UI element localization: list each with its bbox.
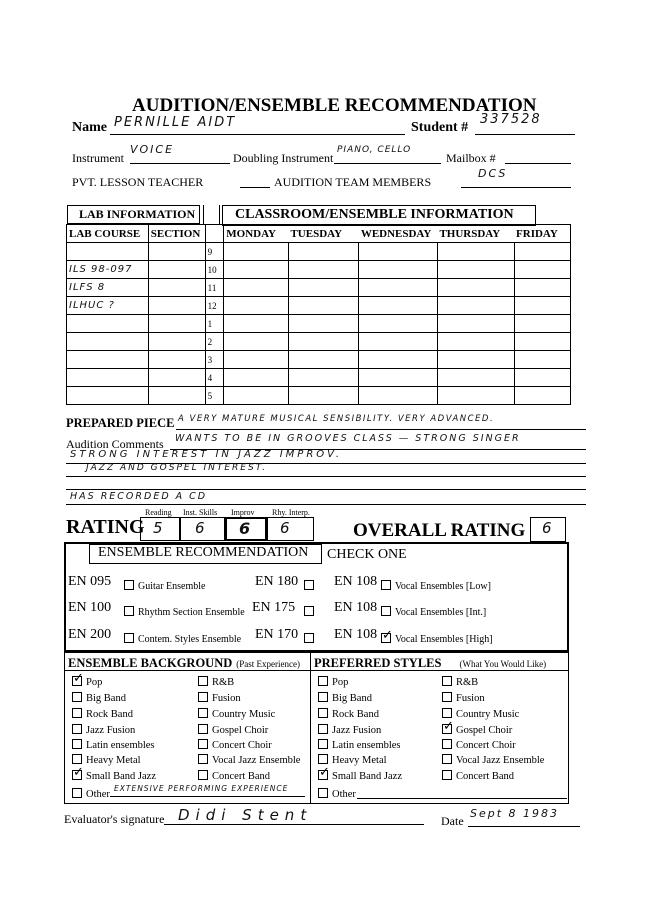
day-cell[interactable] xyxy=(288,279,358,297)
day-cell[interactable] xyxy=(437,279,514,297)
style-option[interactable]: Other xyxy=(72,788,110,800)
ensemble-option[interactable]: Contem. Styles Ensemble xyxy=(124,629,241,647)
rating-improv-box[interactable]: 6 xyxy=(225,517,267,541)
section-cell[interactable] xyxy=(148,315,205,333)
day-cell[interactable] xyxy=(224,243,289,261)
day-cell[interactable] xyxy=(359,351,438,369)
style-option[interactable]: ✓Pop xyxy=(72,676,102,688)
checkbox[interactable] xyxy=(72,754,82,764)
comment-line-1[interactable]: WANTS TO BE IN GROOVES CLASS — STRONG SINGER xyxy=(175,433,521,444)
background-other-value[interactable]: EXTENSIVE PERFORMING EXPERIENCE xyxy=(114,784,289,793)
schedule-row xyxy=(67,261,571,279)
lab-course-cell[interactable] xyxy=(67,315,149,333)
checkbox[interactable] xyxy=(72,692,82,702)
hour-cell: 2 xyxy=(205,333,224,351)
checkbox[interactable] xyxy=(198,692,208,702)
col-lab-course: LAB COURSE xyxy=(67,225,149,243)
day-cell[interactable] xyxy=(224,351,289,369)
section-cell[interactable] xyxy=(148,279,205,297)
day-cell[interactable] xyxy=(437,387,514,405)
day-cell[interactable] xyxy=(224,333,289,351)
audition-team-label: AUDITION TEAM MEMBERS xyxy=(274,175,432,189)
checkbox[interactable] xyxy=(318,770,328,780)
comment-line-2[interactable]: STRONG INTEREST IN JAZZ IMPROV. xyxy=(70,449,343,460)
hour-cell: 1 xyxy=(205,315,224,333)
checkbox[interactable] xyxy=(304,606,314,616)
rating-inst-box[interactable]: 6 xyxy=(180,517,225,541)
ensemble-option[interactable]: Guitar Ensemble xyxy=(124,576,205,594)
style-option[interactable]: Concert Choir xyxy=(442,739,516,751)
name-value[interactable]: PERNILLE AIDT xyxy=(114,115,237,130)
col-monday: MONDAY xyxy=(224,225,289,243)
col-tuesday: TUESDAY xyxy=(288,225,358,243)
ensemble-code: EN 200 xyxy=(68,627,112,642)
instrument-label: Instrument xyxy=(72,151,124,165)
day-cell[interactable] xyxy=(359,387,438,405)
day-cell[interactable] xyxy=(514,369,570,387)
checkbox[interactable] xyxy=(381,580,391,590)
day-cell[interactable] xyxy=(359,369,438,387)
day-cell[interactable] xyxy=(224,261,289,279)
day-cell[interactable] xyxy=(437,261,514,279)
lab-info-header: LAB INFORMATION xyxy=(67,205,200,224)
hour-cell: 3 xyxy=(205,351,224,369)
style-option[interactable]: R&B xyxy=(442,676,478,688)
col-wednesday: WEDNESDAY xyxy=(359,225,438,243)
col-thursday: THURSDAY xyxy=(437,225,514,243)
audition-team-value[interactable]: DCS xyxy=(478,167,508,180)
day-cell[interactable] xyxy=(514,387,570,405)
schedule-row xyxy=(67,333,571,351)
section-cell[interactable] xyxy=(148,261,205,279)
style-option[interactable]: Concert Band xyxy=(198,770,270,782)
ensemble-option[interactable]: Vocal Ensembles [Low] xyxy=(381,576,491,594)
name-label: Name xyxy=(72,120,107,135)
checkbox[interactable] xyxy=(318,724,328,734)
checkbox[interactable] xyxy=(72,770,82,780)
checkbox[interactable] xyxy=(72,708,82,718)
preferred-styles-header: PREFERRED STYLES (What You Would Like) xyxy=(314,656,547,670)
style-option[interactable]: Latin ensembles xyxy=(318,739,401,751)
classroom-info-header: CLASSROOM/ENSEMBLE INFORMATION xyxy=(222,205,536,226)
day-cell[interactable] xyxy=(514,351,570,369)
prepared-piece-label: PREPARED PIECE xyxy=(66,416,175,430)
checkbox[interactable] xyxy=(72,724,82,734)
checkbox[interactable] xyxy=(442,676,452,686)
checkbox[interactable] xyxy=(442,724,452,734)
day-cell[interactable] xyxy=(437,243,514,261)
form-title: AUDITION/ENSEMBLE RECOMMENDATION xyxy=(132,95,537,116)
style-option[interactable]: ✓Small Band Jazz xyxy=(318,770,402,782)
checkbox[interactable] xyxy=(318,754,328,764)
day-cell[interactable] xyxy=(288,315,358,333)
audition-comments-label: Audition Comments xyxy=(66,437,164,451)
checkbox[interactable] xyxy=(318,739,328,749)
checkbox[interactable] xyxy=(442,739,452,749)
checkbox[interactable] xyxy=(198,708,208,718)
day-cell[interactable] xyxy=(224,297,289,315)
style-option[interactable]: Heavy Metal xyxy=(72,754,141,766)
mailbox-label: Mailbox # xyxy=(446,151,496,165)
style-option[interactable]: Jazz Fusion xyxy=(318,724,381,736)
checkbox[interactable] xyxy=(198,770,208,780)
day-cell[interactable] xyxy=(514,315,570,333)
section-cell[interactable] xyxy=(148,297,205,315)
day-cell[interactable] xyxy=(359,261,438,279)
style-option[interactable]: Vocal Jazz Ensemble xyxy=(442,754,544,766)
day-cell[interactable] xyxy=(437,369,514,387)
doubling-instrument-label: Doubling Instrument xyxy=(233,151,334,165)
checkbox[interactable] xyxy=(304,580,314,590)
day-cell[interactable] xyxy=(224,369,289,387)
lab-course-cell[interactable]: ILHUC ? xyxy=(67,297,149,315)
checkbox[interactable] xyxy=(318,708,328,718)
ensemble-code-3: EN 108 xyxy=(334,627,378,642)
evaluator-signature-label: Evaluator's signature xyxy=(64,812,165,826)
day-cell[interactable] xyxy=(437,333,514,351)
col-section: SECTION xyxy=(148,225,205,243)
day-cell[interactable] xyxy=(514,279,570,297)
day-cell[interactable] xyxy=(437,351,514,369)
checkbox[interactable] xyxy=(442,708,452,718)
schedule-row xyxy=(67,279,571,297)
checkbox[interactable] xyxy=(381,606,391,616)
overall-rating-label: OVERALL RATING xyxy=(353,520,526,541)
style-option[interactable]: Country Music xyxy=(198,708,275,720)
lab-course-cell[interactable]: ILS 98-097 xyxy=(67,261,149,279)
col-friday: FRIDAY xyxy=(514,225,570,243)
lab-course-cell[interactable] xyxy=(67,369,149,387)
comment-line-4[interactable]: HAS RECORDED A CD xyxy=(70,491,208,502)
day-cell[interactable] xyxy=(437,297,514,315)
rating-sub-rhy: Rhy. Interp. xyxy=(272,508,310,517)
lab-course-cell[interactable] xyxy=(67,351,149,369)
hour-cell: 9 xyxy=(205,243,224,261)
ensemble-option[interactable]: Vocal Ensembles [Int.] xyxy=(381,602,486,620)
style-option[interactable]: Concert Band xyxy=(442,770,514,782)
schedule-row xyxy=(67,297,571,315)
day-cell[interactable] xyxy=(224,315,289,333)
style-option[interactable]: Big Band xyxy=(72,692,126,704)
day-cell[interactable] xyxy=(288,387,358,405)
schedule-row xyxy=(67,369,571,387)
schedule-table xyxy=(66,224,571,405)
rating-sub-inst: Inst. Skills xyxy=(183,508,218,517)
ensemble-option[interactable]: ✓ Vocal Ensembles [High] xyxy=(381,629,493,647)
section-cell[interactable] xyxy=(148,387,205,405)
checkbox[interactable] xyxy=(198,754,208,764)
style-option[interactable]: ✓Gospel Choir xyxy=(442,724,512,736)
day-cell[interactable] xyxy=(288,261,358,279)
hour-cell: 5 xyxy=(205,387,224,405)
checkbox[interactable] xyxy=(318,676,328,686)
day-cell[interactable] xyxy=(359,279,438,297)
lab-course-cell[interactable]: ILFS 8 xyxy=(67,279,149,297)
ensemble-code: EN 095 xyxy=(68,574,112,589)
ensemble-code: EN 100 xyxy=(68,600,112,615)
checkbox[interactable] xyxy=(442,770,452,780)
style-option[interactable]: R&B xyxy=(198,676,234,688)
day-cell[interactable] xyxy=(514,261,570,279)
pvt-lesson-label: PVT. LESSON TEACHER xyxy=(72,175,204,189)
schedule-row xyxy=(67,315,571,333)
checkbox[interactable] xyxy=(198,724,208,734)
lab-course-cell[interactable] xyxy=(67,387,149,405)
style-option[interactable]: Country Music xyxy=(442,708,519,720)
section-cell[interactable] xyxy=(148,243,205,261)
day-cell[interactable] xyxy=(359,333,438,351)
comment-line-3[interactable]: JAZZ AND GOSPEL INTEREST. xyxy=(86,463,267,473)
rating-rhy-box[interactable]: 6 xyxy=(267,517,314,541)
checkbox[interactable] xyxy=(124,580,134,590)
checkbox[interactable] xyxy=(318,692,328,702)
style-option[interactable]: Vocal Jazz Ensemble xyxy=(198,754,300,766)
section-cell[interactable] xyxy=(148,369,205,387)
date-label: Date xyxy=(441,814,464,828)
style-option[interactable]: Jazz Fusion xyxy=(72,724,135,736)
date-value[interactable]: Sept 8 1983 xyxy=(470,807,560,820)
style-option[interactable]: Rock Band xyxy=(318,708,379,720)
day-cell[interactable] xyxy=(224,279,289,297)
instrument-value[interactable]: VOICE xyxy=(130,143,175,156)
rating-sub-improv: Improv xyxy=(231,508,255,517)
schedule-row xyxy=(67,351,571,369)
day-cell[interactable] xyxy=(514,297,570,315)
style-option[interactable]: Other xyxy=(318,788,356,800)
day-cell[interactable] xyxy=(514,333,570,351)
student-number-value[interactable]: 337528 xyxy=(480,112,542,127)
checkbox[interactable] xyxy=(304,633,314,643)
rating-label: RATING xyxy=(66,516,145,538)
day-cell[interactable] xyxy=(288,297,358,315)
style-option[interactable]: Fusion xyxy=(198,692,241,704)
check-one-label: CHECK ONE xyxy=(327,547,407,562)
day-cell[interactable] xyxy=(437,315,514,333)
student-number-label: Student # xyxy=(411,120,469,135)
checkbox[interactable] xyxy=(318,788,328,798)
day-cell[interactable] xyxy=(288,351,358,369)
style-option[interactable]: Pop xyxy=(318,676,348,688)
overall-rating-box[interactable]: 6 xyxy=(530,517,566,542)
prepared-piece-value[interactable]: A VERY MATURE MUSICAL SENSIBILITY. VERY ADVANCED. xyxy=(178,414,495,424)
checkbox[interactable] xyxy=(72,788,82,798)
style-option[interactable]: Heavy Metal xyxy=(318,754,387,766)
schedule-row xyxy=(67,243,571,261)
ensemble-code-2: EN 175 xyxy=(252,600,296,615)
ensemble-option[interactable]: Rhythm Section Ensemble xyxy=(124,602,245,620)
ensemble-background-header: ENSEMBLE BACKGROUND (Past Experience) xyxy=(68,656,300,670)
lab-course-cell[interactable] xyxy=(67,333,149,351)
hour-cell: 10 xyxy=(205,261,224,279)
rating-reading-box[interactable]: 5 xyxy=(140,517,180,541)
day-cell[interactable] xyxy=(288,243,358,261)
hour-cell: 4 xyxy=(205,369,224,387)
style-option[interactable]: Big Band xyxy=(318,692,372,704)
style-option[interactable]: Gospel Choir xyxy=(198,724,268,736)
day-cell[interactable] xyxy=(359,297,438,315)
lab-course-cell[interactable] xyxy=(67,243,149,261)
day-cell[interactable] xyxy=(359,243,438,261)
section-cell[interactable] xyxy=(148,333,205,351)
checkbox[interactable] xyxy=(124,633,134,643)
checkbox[interactable] xyxy=(72,739,82,749)
checkbox[interactable] xyxy=(381,633,391,643)
hour-cell: 12 xyxy=(205,297,224,315)
day-cell[interactable] xyxy=(288,333,358,351)
checkbox[interactable] xyxy=(442,692,452,702)
ensemble-code-2: EN 170 xyxy=(255,627,299,642)
day-cell[interactable] xyxy=(224,387,289,405)
ensemble-code-3: EN 108 xyxy=(334,600,378,615)
rating-sub-reading: Reading xyxy=(145,508,172,517)
evaluator-signature-value[interactable]: Didi Stent xyxy=(178,806,313,824)
ensemble-code-3: EN 108 xyxy=(334,574,378,589)
ensemble-code-2: EN 180 xyxy=(255,574,299,589)
checkbox[interactable] xyxy=(198,739,208,749)
checkbox[interactable] xyxy=(72,676,82,686)
style-option[interactable]: Latin ensembles xyxy=(72,739,155,751)
checkbox[interactable] xyxy=(198,676,208,686)
day-cell[interactable] xyxy=(514,243,570,261)
doubling-instrument-value[interactable]: PIANO, CELLO xyxy=(337,145,412,155)
ensemble-recommendation-header: ENSEMBLE RECOMMENDATION xyxy=(89,544,322,564)
checkbox[interactable] xyxy=(442,754,452,764)
day-cell[interactable] xyxy=(288,369,358,387)
style-option[interactable]: Concert Choir xyxy=(198,739,272,751)
style-option[interactable]: ✓Small Band Jazz xyxy=(72,770,156,782)
hour-cell: 11 xyxy=(205,279,224,297)
section-cell[interactable] xyxy=(148,351,205,369)
style-option[interactable]: Rock Band xyxy=(72,708,133,720)
schedule-row xyxy=(67,387,571,405)
checkbox[interactable] xyxy=(124,606,134,616)
day-cell[interactable] xyxy=(359,315,438,333)
style-option[interactable]: Fusion xyxy=(442,692,485,704)
